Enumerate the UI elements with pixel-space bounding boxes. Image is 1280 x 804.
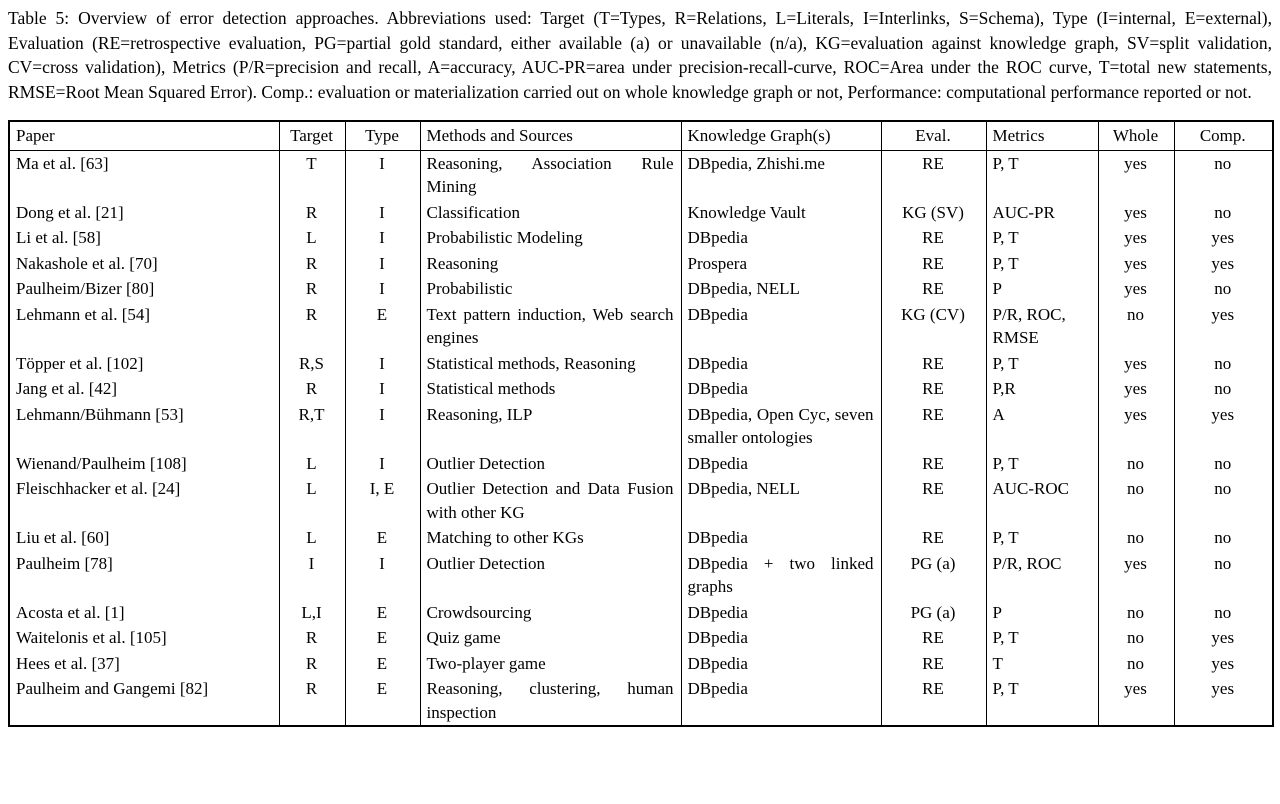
table-row (9, 276, 1273, 302)
cell-comp: yes (1174, 225, 1273, 251)
table-body (9, 150, 1273, 726)
cell-comp: no (1174, 551, 1273, 600)
cell-target: R (279, 376, 345, 402)
cell-paper: Lehmann/Bühmann [53] (16, 404, 184, 424)
cell-type: E (345, 302, 420, 351)
cell-comp: no (1174, 376, 1273, 402)
cell-target: L (279, 451, 345, 477)
cell-kg: DBpedia, Zhishi.me (681, 150, 881, 200)
cell-whole: yes (1098, 402, 1174, 451)
cell-kg: DBpedia (681, 302, 881, 351)
cell-eval: RE (881, 150, 986, 200)
cell-metrics: AUC-PR (986, 200, 1098, 226)
table-row (9, 351, 1273, 377)
cell-metrics: P,R (986, 376, 1098, 402)
column-header-target: Target (279, 121, 345, 150)
cell-paper: Hees et al. [37] (16, 653, 120, 673)
column-header-kg: Knowledge Graph(s) (681, 121, 881, 150)
cell-paper: Acosta et al. [1] (16, 602, 125, 622)
cell-eval: PG (a) (881, 551, 986, 600)
column-header-comp: Comp. (1174, 121, 1273, 150)
cell-comp: yes (1174, 302, 1273, 351)
table-row (9, 651, 1273, 677)
cell-kg: DBpedia (681, 225, 881, 251)
cell-kg: DBpedia (681, 625, 881, 651)
cell-type: I, E (345, 476, 420, 525)
error-detection-table (8, 120, 1274, 727)
cell-methods: Outlier Detection (420, 551, 681, 600)
cell-paper: Paulheim/Bizer [80] (16, 279, 155, 298)
cell-target: L (279, 525, 345, 551)
cell-methods: Statistical methods (420, 376, 681, 402)
cell-eval: RE (881, 225, 986, 251)
cell-eval: KG (CV) (881, 302, 986, 351)
cell-type: I (345, 551, 420, 600)
column-header-metrics: Metrics (986, 121, 1098, 150)
cell-eval: RE (881, 476, 986, 525)
cell-kg: DBpedia (681, 676, 881, 726)
cell-target: R (279, 676, 345, 726)
cell-methods: Probabilistic (420, 276, 681, 302)
cell-whole: yes (1098, 200, 1174, 226)
cell-methods: Reasoning, clustering, human inspection (420, 676, 681, 726)
cell-paper: Fleischhacker et al. [24] (16, 479, 181, 498)
cell-whole: yes (1098, 551, 1174, 600)
cell-whole: yes (1098, 376, 1174, 402)
cell-comp: yes (1174, 676, 1273, 726)
cell-methods: Quiz game (420, 625, 681, 651)
cell-whole: yes (1098, 225, 1174, 251)
cell-eval: RE (881, 451, 986, 477)
cell-eval: RE (881, 276, 986, 302)
cell-metrics: P (986, 276, 1098, 302)
cell-paper: Wienand/Paulheim [108] (16, 453, 187, 473)
cell-paper: Paulheim [78] (16, 553, 113, 573)
cell-methods: Reasoning, ILP (420, 402, 681, 451)
cell-kg: DBpedia (681, 351, 881, 377)
table-row (9, 402, 1273, 451)
cell-comp: no (1174, 200, 1273, 226)
cell-methods: Reasoning (420, 251, 681, 277)
cell-eval: RE (881, 251, 986, 277)
cell-type: E (345, 525, 420, 551)
cell-kg: DBpedia (681, 651, 881, 677)
table-row (9, 150, 1273, 200)
cell-type: E (345, 651, 420, 677)
cell-kg: DBpedia (681, 451, 881, 477)
column-header-type: Type (345, 121, 420, 150)
cell-comp: yes (1174, 251, 1273, 277)
cell-kg: Prospera (681, 251, 881, 277)
cell-target: L (279, 476, 345, 525)
cell-type: I (345, 451, 420, 477)
cell-type: I (345, 351, 420, 377)
cell-paper: Ma et al. [63] (16, 153, 109, 173)
cell-target: L,I (279, 600, 345, 626)
table-row (9, 625, 1273, 651)
table-caption: Table 5: Overview of error detection approaches. Abbreviations used: Target (T=Types, R=Relations, L=Literals, I=Interlinks, S=Schema), Type (I=internal, E=external), Evaluation (RE=retrospective evaluation, PG=partial gold standard, either available (a) or unavailable (n/a), KG=evaluation against knowledge graph, SV=split validation, CV=cross validation), Metrics (P/R=precision and recall, A=accuracy, AUC-PR=area under precision-recall-curve, ROC=Area under the ROC curve, T=total new statements, RMSE=Root Mean Squared Error). Comp.: evaluation or materialization carried out on whole knowledge graph or not, Performance: computational performance reported or not. (8, 8, 1272, 102)
cell-target: R (279, 251, 345, 277)
cell-comp: no (1174, 476, 1273, 525)
cell-comp: no (1174, 451, 1273, 477)
cell-target: R (279, 625, 345, 651)
cell-whole: yes (1098, 676, 1174, 726)
cell-metrics: P, T (986, 525, 1098, 551)
cell-paper: Töpper et al. [102] (16, 353, 144, 373)
cell-whole: no (1098, 451, 1174, 477)
cell-comp: no (1174, 525, 1273, 551)
cell-target: T (279, 150, 345, 200)
cell-target: R (279, 200, 345, 226)
cell-paper: Paulheim and Gangemi [82] (16, 679, 209, 698)
cell-type: I (345, 225, 420, 251)
cell-metrics: P, T (986, 251, 1098, 277)
cell-whole: yes (1098, 276, 1174, 302)
cell-metrics: A (986, 402, 1098, 451)
table-row (9, 302, 1273, 351)
cell-target: R (279, 276, 345, 302)
cell-metrics: P, T (986, 225, 1098, 251)
cell-target: R,S (279, 351, 345, 377)
cell-comp: no (1174, 600, 1273, 626)
cell-type: E (345, 676, 420, 726)
cell-methods: Probabilistic Modeling (420, 225, 681, 251)
cell-eval: KG (SV) (881, 200, 986, 226)
column-header-whole: Whole (1098, 121, 1174, 150)
column-header-eval: Eval. (881, 121, 986, 150)
cell-methods: Statistical methods, Reasoning (420, 351, 681, 377)
cell-paper: Lehmann et al. [54] (16, 304, 151, 324)
cell-whole: yes (1098, 150, 1174, 200)
cell-metrics: P, T (986, 150, 1098, 200)
cell-type: I (345, 251, 420, 277)
cell-whole: no (1098, 302, 1174, 351)
cell-kg: DBpedia, Open Cyc, seven smaller ontologies (681, 402, 881, 451)
cell-eval: RE (881, 351, 986, 377)
cell-metrics: P, T (986, 451, 1098, 477)
cell-whole: no (1098, 476, 1174, 525)
cell-comp: no (1174, 351, 1273, 377)
cell-eval: RE (881, 402, 986, 451)
cell-paper: Nakashole et al. [70] (16, 253, 158, 273)
cell-methods: Classification (420, 200, 681, 226)
cell-whole: no (1098, 651, 1174, 677)
cell-methods: Outlier Detection (420, 451, 681, 477)
cell-metrics: P/R, ROC (986, 551, 1098, 600)
cell-type: I (345, 150, 420, 200)
cell-metrics: P, T (986, 676, 1098, 726)
cell-whole: no (1098, 525, 1174, 551)
cell-kg: DBpedia + two linked graphs (681, 551, 881, 600)
cell-metrics: P (986, 600, 1098, 626)
cell-comp: yes (1174, 625, 1273, 651)
table-row (9, 451, 1273, 477)
cell-paper: Jang et al. [42] (16, 379, 118, 398)
cell-eval: RE (881, 376, 986, 402)
cell-paper: Waitelonis et al. [105] (16, 628, 167, 647)
cell-eval: RE (881, 625, 986, 651)
column-header-methods: Methods and Sources (420, 121, 681, 150)
table-row (9, 251, 1273, 277)
cell-methods: Reasoning, Association Rule Mining (420, 150, 681, 200)
cell-whole: no (1098, 625, 1174, 651)
cell-whole: yes (1098, 251, 1174, 277)
table-row (9, 600, 1273, 626)
cell-paper: Li et al. [58] (16, 228, 101, 247)
cell-eval: RE (881, 525, 986, 551)
cell-comp: yes (1174, 651, 1273, 677)
cell-paper: Liu et al. [60] (16, 528, 110, 547)
cell-type: E (345, 625, 420, 651)
cell-comp: no (1174, 150, 1273, 200)
table-row (9, 551, 1273, 600)
cell-metrics: P, T (986, 625, 1098, 651)
cell-eval: RE (881, 651, 986, 677)
table-row (9, 525, 1273, 551)
cell-methods: Text pattern induction, Web search engines (420, 302, 681, 351)
cell-methods: Two-player game (420, 651, 681, 677)
table-row (9, 676, 1273, 726)
cell-methods: Outlier Detection and Data Fusion with other KG (420, 476, 681, 525)
cell-target: R,T (279, 402, 345, 451)
cell-kg: DBpedia (681, 376, 881, 402)
cell-metrics: P/R, ROC, RMSE (986, 302, 1098, 351)
table-header-row (9, 121, 1273, 150)
table-row (9, 376, 1273, 402)
cell-metrics: AUC-ROC (986, 476, 1098, 525)
cell-methods: Crowdsourcing (420, 600, 681, 626)
cell-kg: DBpedia, NELL (681, 476, 881, 525)
cell-type: E (345, 600, 420, 626)
cell-type: I (345, 200, 420, 226)
table-row (9, 476, 1273, 525)
cell-kg: Knowledge Vault (681, 200, 881, 226)
cell-type: I (345, 276, 420, 302)
cell-target: R (279, 302, 345, 351)
cell-metrics: T (986, 651, 1098, 677)
cell-target: R (279, 651, 345, 677)
table-row (9, 200, 1273, 226)
cell-whole: no (1098, 600, 1174, 626)
cell-whole: yes (1098, 351, 1174, 377)
cell-methods: Matching to other KGs (420, 525, 681, 551)
column-header-paper: Paper (9, 121, 279, 150)
cell-type: I (345, 402, 420, 451)
cell-paper: Dong et al. [21] (16, 202, 124, 222)
cell-target: L (279, 225, 345, 251)
cell-type: I (345, 376, 420, 402)
cell-metrics: P, T (986, 351, 1098, 377)
cell-target: I (279, 551, 345, 600)
cell-kg: DBpedia (681, 525, 881, 551)
cell-eval: PG (a) (881, 600, 986, 626)
cell-kg: DBpedia (681, 600, 881, 626)
cell-comp: no (1174, 276, 1273, 302)
cell-kg: DBpedia, NELL (681, 276, 881, 302)
cell-comp: yes (1174, 402, 1273, 451)
cell-eval: RE (881, 676, 986, 726)
table-row (9, 225, 1273, 251)
